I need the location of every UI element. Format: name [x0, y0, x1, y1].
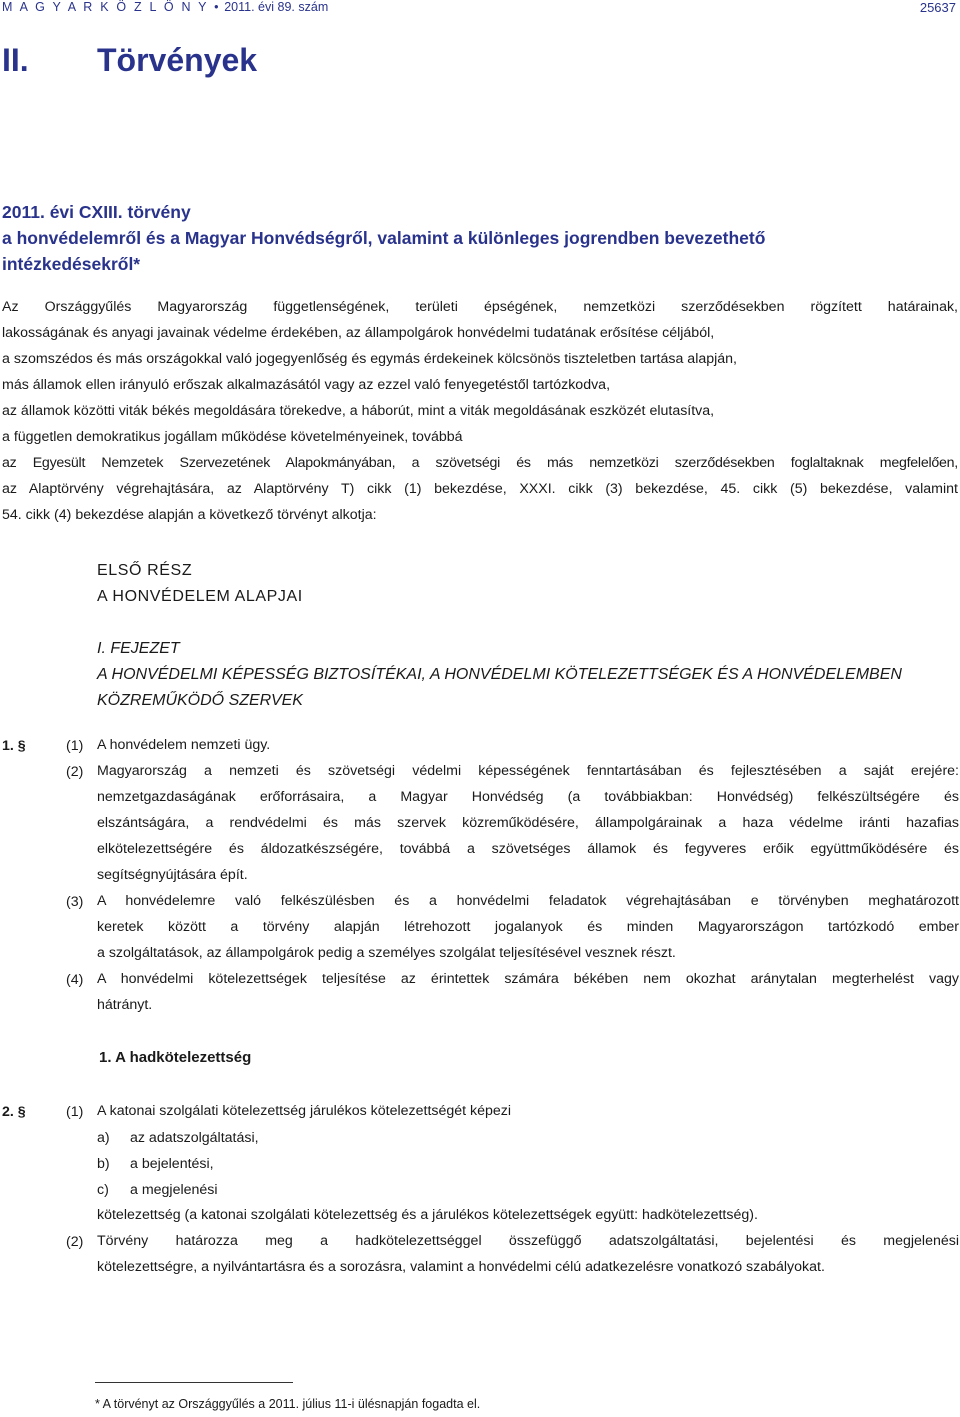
preamble-line: más államok ellen irányuló erőszak alkalmazásától vagy az ezzel való fenyegetéstől tartózkodva,	[2, 377, 611, 393]
journal-name: M A G Y A R K Ö Z L Ö N Y	[2, 0, 209, 14]
part-label: ELSŐ RÉSZ	[97, 562, 193, 579]
part-roman-numeral: II.	[2, 42, 29, 78]
list-item-letter: b)	[97, 1156, 110, 1172]
part-title: Törvények	[97, 42, 258, 78]
footnote: * A törvényt az Országgyűlés a 2011. július 11-i ülésnapján fogadta el.	[95, 1397, 481, 1411]
paragraph-line: keretek között a törvény alapján létrehozott jogalanyok és minden Magyarországon tartózkodó ember	[97, 919, 959, 935]
paragraph-text	[97, 758, 959, 888]
paragraph-text	[97, 1202, 959, 1228]
chapter-heading	[97, 636, 937, 714]
paragraph-text	[97, 966, 959, 1018]
paragraph-line: nemzetgazdaságának erőforrásaira, a Magyar Honvédség (a továbbiakban: Honvédség) felkészültségére és	[97, 789, 959, 805]
paragraph-line: Törvény határozza meg a hadkötelezettséggel összefüggő adatszolgáltatási, bejelentési és megjelenési	[97, 1233, 959, 1249]
bullet-separator: •	[214, 0, 219, 14]
subheading: 1. A hadkötelezettség	[99, 1049, 252, 1066]
preamble-line: 54. cikk (4) bekezdése alapján a következő törvényt alkotja:	[2, 507, 377, 523]
preamble-line: a szomszédos és más országokkal való jogegyenlőség és egymás érdekeinek kölcsönös tiszteletben tartása alapján,	[2, 351, 737, 367]
part-heading	[0, 42, 300, 86]
list-item-text: a bejelentési,	[130, 1156, 214, 1172]
preamble	[2, 294, 958, 528]
paragraph-line: A honvédelem nemzeti ügy.	[97, 737, 271, 753]
running-head	[2, 0, 956, 18]
preamble-line: az Egyesült Nemzetek Szervezetének Alapokmányában, a szövetségi és más nemzetközi szerződésekben foglaltaknak megfelelően,	[2, 455, 958, 471]
paragraph-number: (1)	[66, 1104, 84, 1120]
preamble-line: az Alaptörvény végrehajtására, az Alaptörvény T) cikk (1) bekezdése, XXXI. cikk (3) bekezdése, 45. cikk (5) bekezdése, valamint	[2, 481, 958, 497]
paragraph-text	[97, 732, 959, 758]
paragraph-text	[97, 888, 959, 966]
paragraph-line: A katonai szolgálati kötelezettség járulékos kötelezettségét képezi	[97, 1103, 512, 1119]
list-item-text: a megjelenési	[130, 1182, 218, 1198]
paragraph-line: Magyarország a nemzeti és szövetségi védelmi képességének fenntartásában és fejlesztésében a saját erejére:	[97, 763, 959, 779]
paragraph-line: A honvédelemre való felkészülésben és a honvédelmi feladatok végrehajtásában e törvényben meghatározott	[97, 893, 959, 909]
part-subtitle: A HONVÉDELEM ALAPJAI	[97, 588, 303, 605]
paragraph-number: (3)	[66, 894, 84, 910]
footnote-divider	[95, 1382, 293, 1383]
preamble-line: az államok közötti viták békés megoldására törekedve, a háborút, mint a viták megoldásának eszközét elutasítva,	[2, 403, 715, 419]
paragraph-line: elszántságára, a rendvédelmi és más szervek közreműködésére, állampolgárainak a haza védelme iránti hazafias	[97, 815, 959, 831]
paragraph-line: A honvédelmi kötelezettségek teljesítése az érintettek számára békében nem okozhat aránytalan megterhelést vagy	[97, 971, 959, 987]
paragraph-number: (1)	[66, 738, 84, 754]
act-title-line: a honvédelemről és a Magyar Honvédségről, valamint a különleges jogrendben bevezethető	[2, 228, 766, 248]
list-item-letter: c)	[97, 1182, 109, 1198]
structure-headings	[97, 558, 303, 610]
preamble-line: Az Országgyűlés Magyarország függetlenségének, területi épségének, nemzetközi szerződésekben rögzített határainak,	[2, 299, 958, 315]
preamble-line: lakosságának és anyagi javainak védelme érdekében, az állampolgárok honvédelmi tudatának erősítése céljából,	[2, 325, 715, 341]
act-number: 2011. évi CXIII. törvény	[2, 202, 191, 222]
paragraph-line: kötelezettségre, a nyilvántartásra és a sorozásra, valamint a honvédelmi célú adatkezelésre vonatkozó szabályokat.	[97, 1259, 825, 1275]
chapter-title-line: A HONVÉDELMI KÉPESSÉG BIZTOSÍTÉKAI, A HONVÉDELMI KÖTELEZETTSÉGEK ÉS A HONVÉDELEMBEN	[97, 666, 902, 683]
issue-number: 2011. évi 89. szám	[224, 0, 329, 14]
act-title-line: intézkedésekről*	[2, 254, 141, 274]
paragraph-line: kötelezettség (a katonai szolgálati kötelezettség és a járulékos kötelezettségek együtt: hadkötelezettség).	[97, 1207, 758, 1223]
paragraph-text	[97, 1228, 959, 1280]
running-head-left	[2, 0, 328, 14]
section-number: 2. §	[2, 1104, 26, 1120]
paragraph-number: (2)	[66, 1234, 84, 1250]
paragraph-line: hátrányt.	[97, 997, 153, 1013]
list-item-letter: a)	[97, 1130, 110, 1146]
paragraph-line: elkötelezettségére és áldozatkészségére, továbbá a szövetséges államok és fegyveres erőik együttműködésére és	[97, 841, 959, 857]
list-item-text: az adatszolgáltatási,	[130, 1130, 259, 1146]
paragraph-text	[97, 1098, 959, 1124]
paragraph-number: (2)	[66, 764, 84, 780]
section-number: 1. §	[2, 738, 26, 754]
paragraph-line: a szolgáltatások, az állampolgárok pedig a személyes szolgálat teljesítésével vesznek részt.	[97, 945, 676, 961]
chapter-label: I. FEJEZET	[97, 640, 180, 657]
chapter-title-line: KÖZREMŰKÖDŐ SZERVEK	[97, 692, 303, 709]
paragraph-number: (4)	[66, 972, 84, 988]
act-title	[2, 199, 952, 277]
preamble-line: a független demokratikus jogállam működése követelményeinek, továbbá	[2, 429, 463, 445]
paragraph-line: segítségnyújtására épít.	[97, 867, 248, 883]
page-number: 25637	[919, 0, 956, 15]
